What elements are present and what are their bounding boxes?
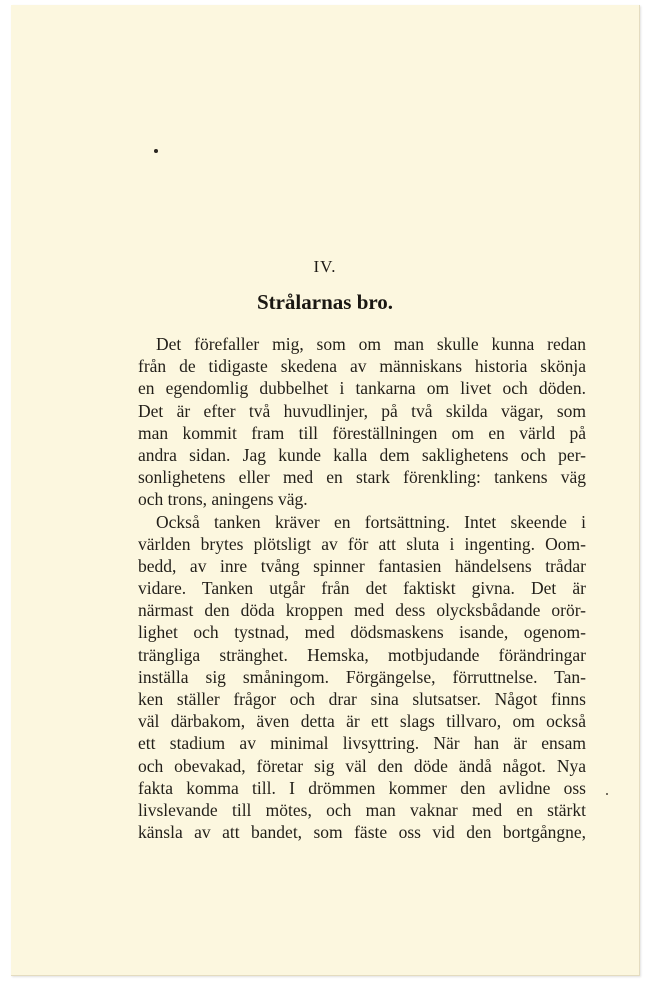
chapter-number: IV. (313, 257, 337, 276)
chapter-title: Strålarnas bro. (256, 290, 394, 314)
text-line: och trons, aningens väg. (138, 489, 308, 510)
text-line: lighet och tystnad, med dödsmaskens isande, ogenom- (138, 622, 586, 643)
text-line: andra sidan. Jag kunde kalla dem saklighetens och per- (138, 444, 586, 465)
text-line: bedd, av inre tvång spinner fantasien händelsens trådar (138, 555, 586, 576)
text-line: livslevande till mötes, och man vaknar med en stärkt (138, 799, 586, 820)
text-line: trängliga stränghet. Hemska, motbjudande förändringar (138, 644, 586, 665)
text-line: väl därbakom, även detta är ett slags tillvaro, om också (138, 711, 586, 732)
text-line: från de tidigaste skedena av människans historia skönja (138, 356, 586, 377)
book-page (11, 5, 640, 976)
text-line: fakta komma till. I drömmen kommer den avlidne oss (138, 777, 586, 798)
text-line: en egendomlig dubbelhet i tankarna om livet och döden. (138, 378, 586, 399)
text-line: ken ställer frågor och drar sina slutsatser. Något finns (138, 689, 586, 709)
text-line: känsla av att bandet, som fäste oss vid den bortgångne, (138, 822, 586, 843)
text-line: ett stadium av minimal livsyttring. När han är ensam (138, 733, 586, 754)
paragraph-1 (138, 333, 586, 511)
text-line: Också tanken kräver en fortsättning. Intet skeende i (156, 511, 586, 532)
ink-speck (606, 793, 608, 795)
text-line: Det förefaller mig, som om man skulle kunna redan (156, 334, 586, 354)
text-line: vidare. Tanken utgår från det faktiskt givna. Det är (138, 578, 586, 599)
text-line: Det är efter två huvudlinjer, på två skilda vägar, som (138, 400, 586, 421)
text-line: världen brytes plötsligt av för att sluta i ingenting. Oom- (138, 533, 586, 554)
body-text (138, 333, 586, 843)
text-line: sonlighetens eller med en stark förenkling: tankens väg (138, 467, 586, 488)
ink-speck (154, 149, 158, 153)
paragraph-2 (138, 511, 586, 844)
text-line: och obevakad, företar sig väl den döde ändå något. Nya (138, 755, 586, 776)
text-line: man kommit fram till föreställningen om en värld på (138, 422, 586, 443)
text-line: närmast den döda kroppen med dess olycksbådande orör- (138, 600, 586, 621)
text-line: inställa sig småningom. Förgängelse, förruttnelse. Tan- (138, 666, 586, 687)
